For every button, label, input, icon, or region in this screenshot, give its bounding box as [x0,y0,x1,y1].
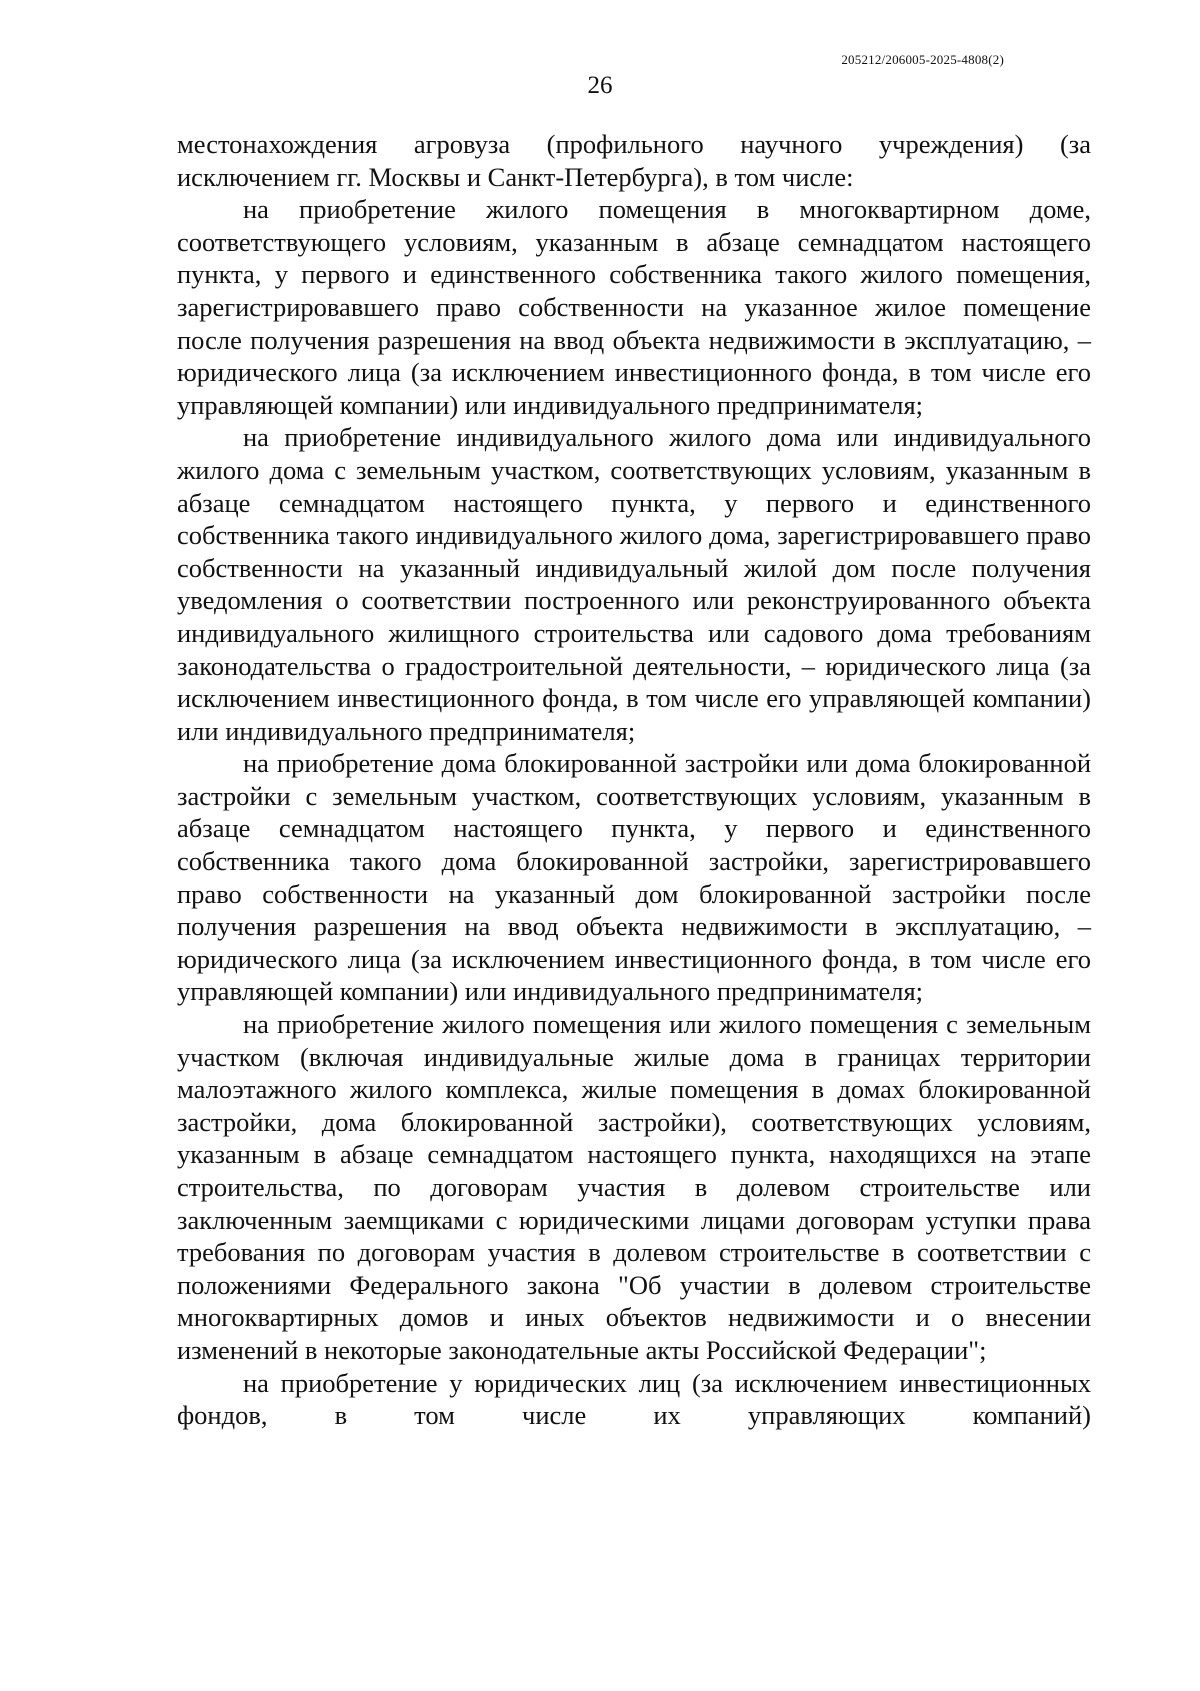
paragraph-4: на приобретение дома блокированной застройки или дома блокированной застройки с земельным участком, соответствующих условиям, указанным в абзаце семнадцатом настоящего пункта, у первого и единственного собственника такого дома блокированной застройки, зарегистрировавшего право собственности на указанный дом блокированной застройки после получения разрешения на ввод объекта недвижимости в эксплуатацию, – юридического лица (за исключением инвестиционного фонда, в том числе его управляющей компании) или индивидуального предпринимателя; [177,748,1091,1007]
document-number: 205212/206005-2025-4808(2) [841,52,1004,67]
paragraph-1: местонахождения агровуза (профильного научного учреждения) (за исключением гг. Москвы и Санкт-Петербурга), в том числе: [177,129,1091,192]
body-text [177,128,1091,1432]
paragraph-2: на приобретение жилого помещения в многоквартирном доме, соответствующего условиям, указанным в абзаце семнадцатом настоящего пункта, у первого и единственного собственника такого жилого помещения, зарегистрировавшего право собственности на указанное жилое помещение после получения разрешения на ввод объекта недвижимости в эксплуатацию, – юридического лица (за исключением инвестиционного фонда, в том числе его управляющей компании) или индивидуального предпринимателя; [177,194,1091,420]
paragraph-6: на приобретение у юридических лиц (за исключением инвестиционных фондов, в том числе их управляющих компаний) [177,1367,1091,1431]
page-number: 26 [587,72,613,99]
paragraph-5: на приобретение жилого помещения или жилого помещения с земельным участком (включая индивидуальные жилые дома в границах территории малоэтажного жилого комплекса, жилые помещения в домах блокированной застройки, дома блокированной застройки), соответствующих условиям, указанным в абзаце семнадцатом настоящего пункта, находящихся на этапе строительства, по договорам участия в долевом строительстве или заключенным заемщиками с юридическими лицами договорам уступки права требования по договорам участия в долевом строительстве в соответствии с положениями Федерального закона "Об участии в долевом строительстве многоквартирных домов и иных объектов недвижимости и о внесении изменений в некоторые законодательные акты Российской Федерации"; [177,1009,1091,1365]
paragraph-3: на приобретение индивидуального жилого дома или индивидуального жилого дома с земельным участком, соответствующих условиям, указанным в абзаце семнадцатом настоящего пункта, у первого и единственного собственника такого индивидуального жилого дома, зарегистрировавшего право собственности на указанный индивидуальный жилой дом после получения уведомления о соответствии построенного или реконструированного объекта индивидуального жилищного строительства или садового дома требованиям законодательства о градостроительной деятельности, – юридического лица (за исключением инвестиционного фонда, в том числе его управляющей компании) или индивидуального предпринимателя; [177,422,1091,746]
